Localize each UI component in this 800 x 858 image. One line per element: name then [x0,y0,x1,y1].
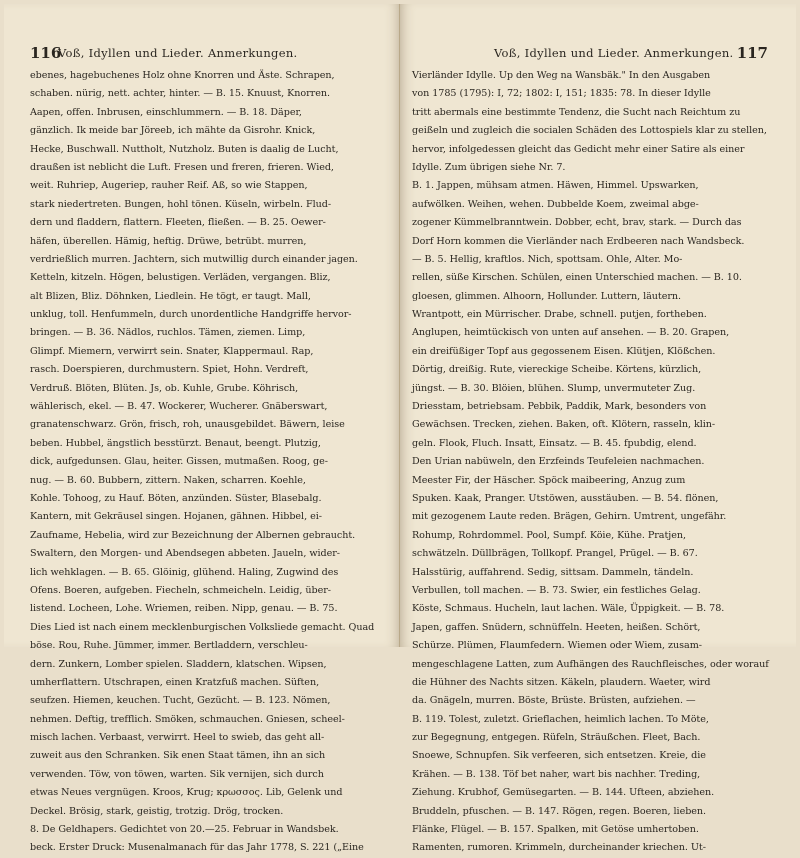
text-line: da. Gnägeln, murren. Böste, Brüste. Brüsten, aufziehen. — [412,695,696,707]
text-line: Rohump, Rohrdommel. Pool, Sumpf. Köie, Kühe. Pratjen, [412,529,686,541]
text-line: lich wehklagen. — B. 65. Glöinig, glühend. Haling, Zugwind des [30,566,339,578]
text-line: dern. Zunkern, Lomber spielen. Sladdern, klatschen. Wipsen, [30,658,327,670]
text-line: Swaltern, den Morgen- und Abendsegen abbeten. Jaueln, wider- [30,548,340,560]
text-line: beck. Erster Druck: Musenalmanach für das Jahr 1778, S. 221 („Eine [30,842,364,854]
text-line: geißeln und zugleich die socialen Schäden des Lottospiels klar zu stellen, [412,125,767,137]
text-line: Spuken. Kaak, Pranger. Utstöwen, ausstäuben. — B. 54. flönen, [412,492,719,504]
text-line: stark niedertreten. Bungen, hohl tönen. Küseln, wirbeln. Flud- [30,198,332,210]
text-line: mit gezogenem Laute reden. Brägen, Gehirn. Umtrent, ungefähr. [412,511,727,523]
text-line: listend. Locheen, Lohe. Wriemen, reiben. Nipp, genau. — B. 75. [30,603,338,615]
text-line: Kantern, mit Gekräusel singen. Hojanen, gähnen. Hibbel, ei- [30,511,322,523]
text-line: Wrantpott, ein Mürrischer. Drabe, schnell. putjen, fortheben. [412,309,707,321]
text-line: umherflattern. Utschrapen, einen Kratzfuß machen. Süften, [30,676,320,688]
text-line: hervor, infolgedessen gleicht das Gedicht mehr einer Satire als einer [412,143,745,155]
text-line: von 1785 (1795): I, 72; 1802: I, 151; 1835: 78. In dieser Idylle [412,88,711,100]
text-line: rasch. Doerspieren, durchmustern. Spiet, Hohn. Verdreft, [30,364,309,376]
text-line: Vierländer Idylle. Up den Weg na Wansbäk." In den Ausgaben [412,70,711,81]
text-line: weit. Ruhriep, Augeriep, rauher Reif. Aß, so wie Stappen, [30,180,308,192]
text-line: Dies Lied ist nach einem mecklenburgischen Volksliede gemacht. Quad [30,621,375,633]
text-line: häfen, überellen. Hämig, heftig. Drüwe, betrübt. murren, [30,235,307,247]
text-line: Zaufname, Hebelia, wird zur Bezeichnung der Albernen gebraucht. [30,529,356,541]
text-line: Glimpf. Miemern, verwirrt sein. Snater, Klappermaul. Rap, [30,345,314,357]
text-line: Bruddeln, pfuschen. — B. 147. Rögen, regen. Boeren, lieben. [412,805,707,817]
text-line: Halsstürig, auffahrend. Sedig, sittsam. Dammeln, tändeln. [412,566,694,578]
text-line: alt Blizen, Bliz. Döhnken, Liedlein. He tögt, er taugt. Mall, [30,290,311,302]
text-line: Schürze. Plümen, Flaumfedern. Wiemen oder Wiem, zusam- [412,640,702,652]
text-line: geln. Flook, Fluch. Insatt, Einsatz. — B. 45. fpubdig, elend. [412,437,697,449]
text-line: nug. — B. 60. Bubbern, zittern. Naken, scharren. Koehle, [30,474,306,486]
text-line: böse. Rou, Ruhe. Jümmer, immer. Bertladdern, verschleu- [30,640,308,652]
text-line: wählerisch, ekel. — B. 47. Wockerer, Wucherer. Gnäberswart, [30,401,328,413]
text-line: granatenschwarz. Grön, frisch, roh, unausgebildet. Bäwern, leise [30,419,345,431]
right-running-head [412,44,768,66]
text-line: aufwölken. Weihen, wehen. Dubbelde Koem, zweimal abge- [412,198,699,210]
left-text-block [30,67,380,858]
text-line: etwas Neues vergnügen. Kroos, Krug; κρωσσος. Lib, Gelenk und [30,787,343,799]
text-line: die Hühner des Nachts sitzen. Käkeln, plaudern. Waeter, wird [412,676,711,688]
right-running-title: Voß, Idyllen und Lieder. Anmerkungen. [494,46,734,60]
text-line: Ramenten, rumoren. Krimmeln, durcheinander kriechen. Ut- [412,842,706,854]
text-line: Driesstam, betriebsam. Pebbik, Paddik, Mark, besonders von [412,401,707,413]
text-line: 8. De Geldhapers. Gedichtet von 20.—25. Februar in Wandsbek. [30,824,339,836]
text-line: beben. Hubbel, ängstlich besstürzt. Benaut, beengt. Plutzig, [30,437,321,449]
text-line: Aapen, offen. Inbrusen, einschlummern. — B. 18. Däper, [30,106,302,118]
text-line: draußen ist neblicht die Luft. Fresen und freren, frieren. Wied, [30,161,334,173]
right-text-block [412,67,768,858]
text-line: Meester Fir, der Häscher. Spöck maibeering, Anzug zum [412,474,686,486]
text-line: dern und fladdern, flattern. Fleeten, fließen. — B. 25. Oewer- [30,217,326,229]
text-line: Krähen. — B. 138. Töf bet naher, wart bis nachher. Treding, [412,768,701,780]
text-line: Dorf Horn kommen die Vierländer nach Erdbeeren nach Wandsbeck. [412,235,745,247]
text-line: tritt abermals eine bestimmte Tendenz, die Sucht nach Reichtum zu [412,106,741,118]
text-line: seufzen. Hiemen, keuchen. Tucht, Gezücht. — B. 123. Nömen, [30,695,331,707]
text-line: schwätzeln. Düllbrägen, Tollkopf. Prangel, Prügel. — B. 67. [412,548,698,560]
text-line: jüngst. — B. 30. Blöien, blühen. Slump, unvermuteter Zug. [412,382,696,394]
text-line: B. 1. Jappen, mühsam atmen. Häwen, Himmel. Upswarken, [412,180,699,192]
text-line: rellen, süße Kirschen. Schülen, einen Unterschied machen. — B. 10. [412,272,742,284]
text-line: dick, aufgedunsen. Glau, heiter. Gissen, mutmaßen. Roog, ge- [30,456,328,468]
text-line: gänzlich. Ik meide bar Jöreeb, ich mähte da Gisrohr. Knick, [30,125,316,137]
text-line: Ofens. Boeren, aufgeben. Fiecheln, schmeicheln. Leidig, über- [30,584,331,596]
text-line: Ketteln, kitzeln. Högen, belustigen. Verläden, vergangen. Bliz, [30,272,331,284]
text-line: zogener Kümmelbranntwein. Dobber, echt, brav, stark. — Durch das [412,217,742,229]
text-line: Den Urian nabüweln, den Erzfeinds Teufeleien nachmachen. [412,456,705,468]
text-line: ebenes, hagebuchenes Holz ohne Knorren und Äste. Schrapen, [30,70,335,81]
right-page-number: 117 [736,44,768,62]
text-line: zur Begegnung, entgegen. Rüfeln, Sträußchen. Fleet, Bach. [412,732,701,744]
text-line: Ziehung. Krubhof, Gemüsegarten. — B. 144. Ufteen, abziehen. [412,787,715,799]
text-line: Deckel. Brösig, stark, geistig, trotzig. Drög, trocken. [30,805,284,817]
text-line: verdrießlich murren. Jachtern, sich mutwillig durch einander jagen. [30,253,358,265]
text-line: unklug, toll. Henfummeln, durch unordentliche Handgriffe hervor- [30,309,352,321]
text-line: Japen, gaffen. Snüdern, schnüffeln. Heeten, heißen. Schört, [412,621,701,633]
text-line: Verdruß. Blöten, Blüten. Js, ob. Kuhle, Grube. Köhrisch, [30,382,299,394]
text-line: B. 119. Tolest, zuletzt. Grieflachen, heimlich lachen. To Möte, [412,713,709,725]
text-line: Snoewe, Schnupfen. Sik verfeeren, sich entsetzen. Kreie, die [412,750,706,762]
text-line: misch lachen. Verbaast, verwirrt. Heel to swieb, das geht all- [30,732,325,744]
text-line: Köste, Schmaus. Hucheln, laut lachen. Wäle, Üppigkeit. — B. 78. [412,603,725,615]
text-line: schaben. nürig, nett. achter, hinter. — B. 15. Knuust, Knorren. [30,88,330,100]
text-line: Dörtig, dreißig. Rute, viereckige Scheibe. Körtens, kürzlich, [412,364,702,376]
right-page [400,4,796,854]
text-line: Anglupen, heimtückisch von unten auf ansehen. — B. 20. Grapen, [412,327,730,339]
text-line: Hecke, Buschwall. Nuttholt, Nutzholz. Buten is daalig de Lucht, [30,143,339,155]
text-line: Verbullen, toll machen. — B. 73. Swier, ein festliches Gelag. [412,584,701,596]
text-line: mengeschlagene Latten, zum Aufhängen des Rauchfleisches, oder worauf [412,658,769,670]
left-page-number: 116 [30,44,62,62]
text-line: zuweit aus den Schranken. Sik enen Staat tämen, ihn an sich [30,750,326,762]
text-line: ein dreifüßiger Topf aus gegossenem Eisen. Klütjen, Klößchen. [412,345,716,357]
text-line: Flänke, Flügel. — B. 157. Spalken, mit Getöse umhertoben. [412,824,699,836]
text-line: — B. 5. Hellig, kraftlos. Nich, spottsam. Ohle, Alter. Mo- [412,253,683,265]
left-running-title: Voß, Idyllen und Lieder. Anmerkungen. [58,46,298,60]
left-running-head [30,44,380,66]
text-line: nehmen. Deftig, trefflich. Smöken, schmauchen. Gniesen, scheel- [30,713,345,725]
text-line: gloesen, glimmen. Alhoorn, Hollunder. Luttern, läutern. [412,290,682,302]
text-line: verwenden. Töw, von töwen, warten. Sik vernijen, sich durch [30,768,324,780]
text-line: Idylle. Zum übrigen siehe Nr. 7. [412,161,566,173]
text-line: Kohle. Tohoog, zu Hauf. Böten, anzünden. Süster, Blasebalg. [30,492,322,504]
text-line: Gewächsen. Trecken, ziehen. Baken, oft. Klötern, rasseln, klin- [412,419,716,431]
text-line: bringen. — B. 36. Nädlos, ruchlos. Tämen, ziemen. Limp, [30,327,306,339]
left-page [4,4,400,854]
